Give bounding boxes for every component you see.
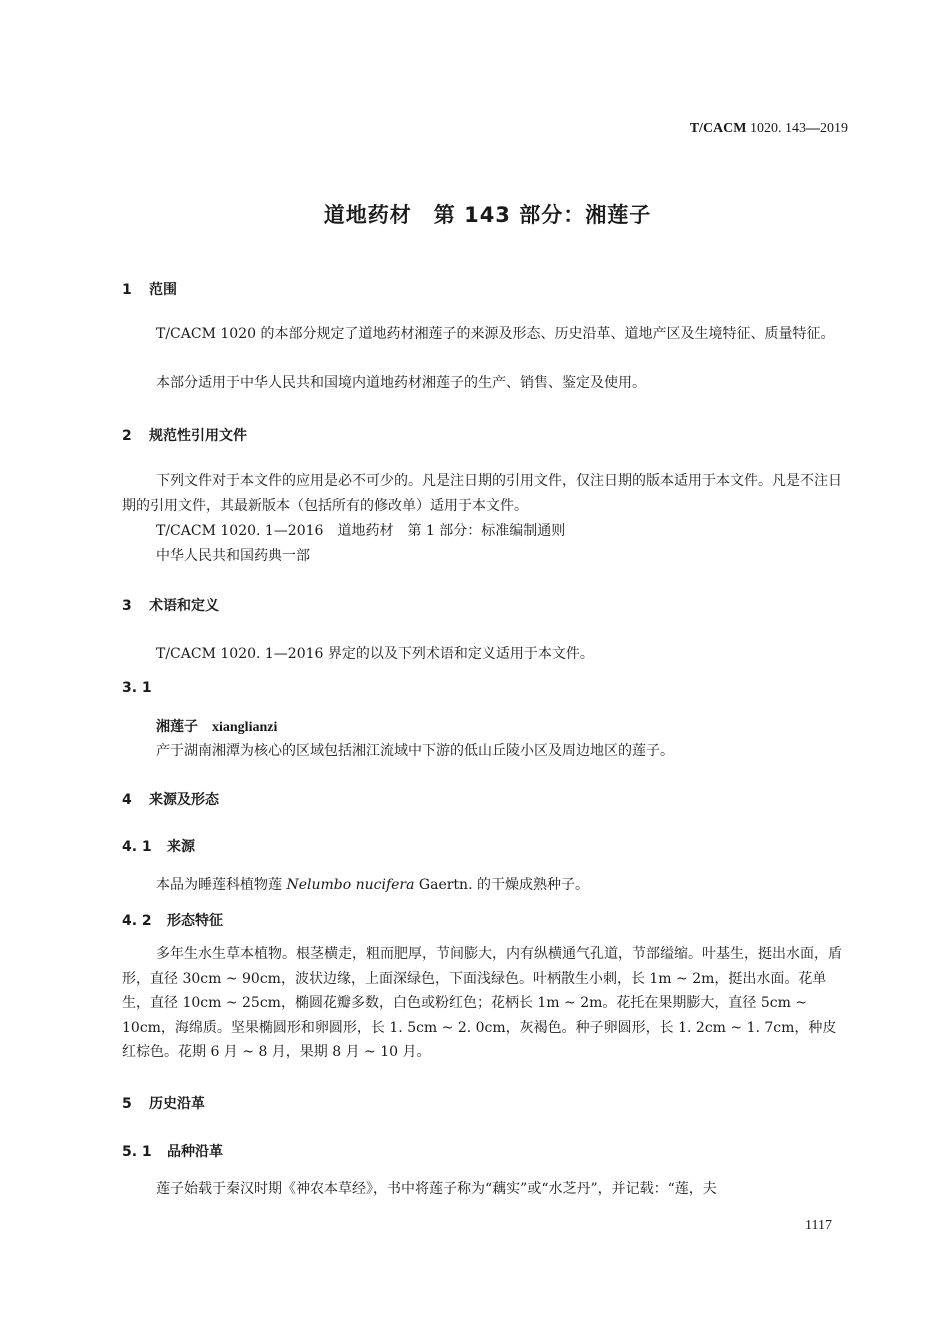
section-5-heading: 5 历史沿革 — [122, 1096, 205, 1112]
section-2-heading: 2 规范性引用文件 — [122, 428, 247, 444]
subsection-5-1-heading: 5. 1 品种沿革 — [122, 1144, 223, 1160]
section-3-heading: 3 术语和定义 — [122, 598, 219, 614]
term-chinese: 湘莲子 — [156, 719, 198, 735]
subsection-3-1-number: 3. 1 — [122, 680, 152, 696]
section-4-heading: 4 来源及形态 — [122, 792, 219, 808]
standard-number: T/CACM 1020. 143—2019 — [689, 121, 848, 136]
page-number: 1117 — [805, 1218, 832, 1233]
subsection-4-2-paragraph: 多年生水生草本植物。根茎横走，粗而肥厚，节间膨大，内有纵横通气孔道，节部缢缩。叶基生，挺出水面，盾形，直径 30cm ~ 90cm，波状边缘，上面深绿色，下面浅绿色。叶柄散生小刺，长 1m ~ 2m，挺出水面。花单生，直径 10cm ~ 25cm，椭圆花瓣多数，白色或粉红色；花柄长 1m ~ 2m。花托在果期膨大，直径 5cm ~ 10cm，海绵质。坚果椭圆形和卵圆形，长 1. 5cm ~ 2. 0cm，灰褐色。种子卵圆形，长 1. 2cm ~ 1. 7cm，种皮红棕色。花期 6 月 ~ 8 月，果期 8 月 ~ 10 月。 — [122, 946, 842, 1060]
latin-species-name: Nelumbo nucifera — [286, 877, 415, 893]
section-3-paragraph: T/CACM 1020. 1—2016 界定的以及下列术语和定义适用于本文件。 — [156, 646, 594, 662]
section-1-heading: 1 范围 — [122, 282, 177, 298]
term-entry — [156, 716, 277, 736]
term-pinyin: xianglianzi — [212, 720, 278, 735]
section-1-paragraph-2: 本部分适用于中华人民共和国境内道地药材湘莲子的生产、销售、鉴定及使用。 — [156, 375, 646, 391]
subsection-4-1-heading: 4. 1 来源 — [122, 839, 195, 855]
term-definition: 产于湖南湘潭为核心的区域包括湘江流域中下游的低山丘陵小区及周边地区的莲子。 — [156, 743, 674, 759]
reference-1: T/CACM 1020. 1—2016 道地药材 第 1 部分：标准编制通则 — [156, 523, 566, 539]
section-1-paragraph-1: T/CACM 1020 的本部分规定了道地药材湘莲子的来源及形态、历史沿革、道地产区及生境特征、质量特征。 — [156, 326, 835, 342]
subsection-4-1-paragraph: 本品为睡莲科植物莲 Nelumbo nucifera Gaertn. 的干燥成熟种子。 — [156, 877, 589, 893]
subsection-4-2-heading: 4. 2 形态特征 — [122, 913, 223, 929]
subsection-5-1-paragraph: 莲子始载于秦汉时期《神农本草经》，书中将莲子称为“藕实”或“水芝丹”，并记载：“莲，夫 — [156, 1181, 717, 1197]
reference-2: 中华人民共和国药典一部 — [156, 548, 310, 564]
page-title: 道地药材 第 143 部分：湘莲子 — [323, 203, 652, 227]
section-2-paragraph: 下列文件对于本文件的应用是必不可少的。凡是注日期的引用文件，仅注日期的版本适用于本文件。凡是不注日期的引用文件，其最新版本（包括所有的修改单）适用于本文件。 — [122, 473, 842, 514]
